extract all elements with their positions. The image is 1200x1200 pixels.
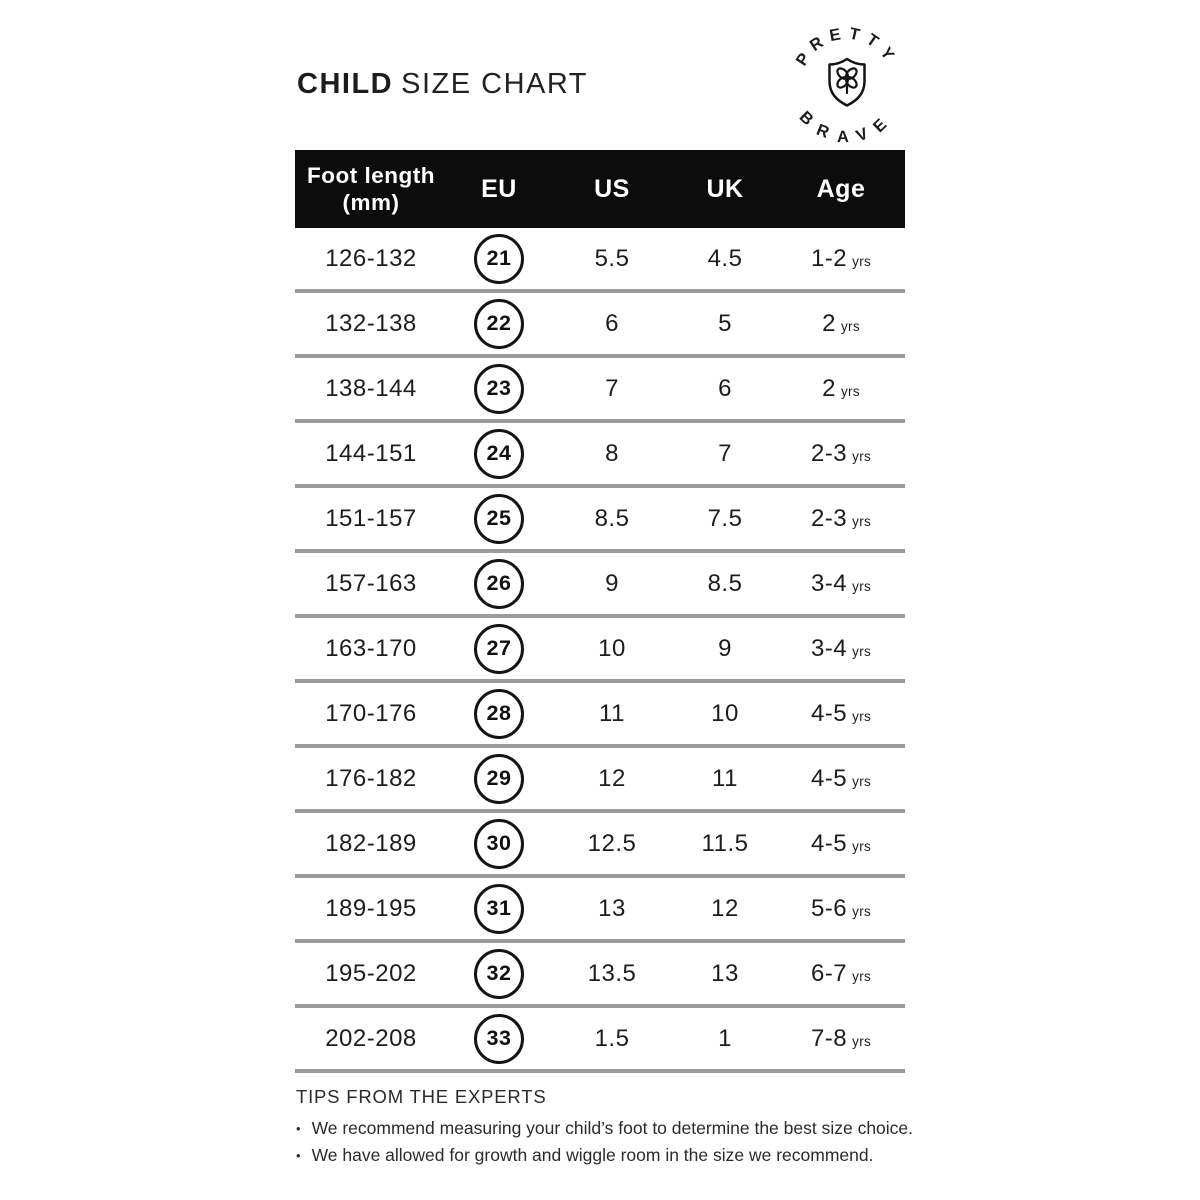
cell-age [777, 245, 905, 273]
eu-size-value: 31 [486, 896, 512, 920]
age-unit: yrs [852, 513, 872, 529]
cell-foot-length: 138-144 [325, 374, 417, 402]
cell-us: 5.5 [594, 244, 630, 272]
age-unit: yrs [852, 578, 872, 594]
page-title-bold: CHILD [297, 68, 394, 100]
cell-uk: 10 [711, 699, 739, 727]
brand-logo-svg [781, 18, 913, 150]
table-row [295, 683, 905, 748]
header-cell-foot-length [295, 162, 447, 217]
age-unit: yrs [852, 968, 872, 984]
age-value: 2-3 [810, 504, 848, 532]
cell-age [777, 830, 905, 858]
age-value: 2 [822, 374, 836, 402]
table-row [295, 813, 905, 878]
age-unit: yrs [852, 773, 872, 789]
cell-us: 8 [605, 439, 619, 467]
tip-item [296, 1142, 926, 1169]
cell-uk: 6 [718, 374, 732, 402]
table-row [295, 423, 905, 488]
cell-uk: 4.5 [707, 244, 743, 272]
age-value: 4-5 [810, 764, 848, 792]
cell-uk: 7.5 [707, 504, 743, 532]
eu-size-badge [474, 819, 524, 869]
cell-us: 11 [599, 699, 625, 727]
eu-size-badge [474, 494, 524, 544]
cell-foot-length: 126-132 [325, 244, 417, 272]
cell-foot-length: 132-138 [325, 309, 417, 337]
eu-size-badge [474, 1014, 524, 1064]
eu-size-badge [474, 624, 524, 674]
cell-foot-length: 163-170 [325, 634, 417, 662]
age-value: 3-4 [810, 569, 848, 597]
cell-uk: 11 [712, 764, 738, 792]
table-row [295, 358, 905, 423]
age-value: 2-3 [810, 439, 848, 467]
tip-text: We have allowed for growth and wiggle room in the size we recommend. [311, 1145, 874, 1165]
cell-age [777, 700, 905, 728]
cell-age [777, 310, 905, 338]
age-value: 3-4 [810, 634, 848, 662]
table-row [295, 1008, 905, 1073]
table-row [295, 618, 905, 683]
cell-age [777, 505, 905, 533]
cell-eu [447, 819, 551, 869]
eu-size-value: 22 [486, 311, 512, 335]
logo-arc-top-text: PRETTY [792, 24, 902, 70]
cell-foot-length: 170-176 [325, 699, 417, 727]
cell-foot-length: 157-163 [325, 569, 417, 597]
age-unit: yrs [840, 383, 860, 399]
age-value: 2 [822, 309, 836, 337]
header-cell-age: Age [816, 174, 866, 203]
age-unit: yrs [852, 448, 872, 464]
cell-eu [447, 689, 551, 739]
cell-age [777, 1025, 905, 1053]
table-row [295, 488, 905, 553]
bullet-icon: • [296, 1121, 301, 1136]
cell-us: 1.5 [594, 1024, 630, 1052]
cell-eu [447, 754, 551, 804]
cell-foot-length: 195-202 [325, 959, 417, 987]
age-unit: yrs [852, 838, 872, 854]
age-unit: yrs [852, 253, 872, 269]
cell-us: 7 [605, 374, 619, 402]
header-cell-us: US [594, 174, 630, 203]
cell-eu [447, 884, 551, 934]
cell-us: 12.5 [587, 829, 637, 857]
eu-size-value: 33 [486, 1026, 512, 1050]
cell-foot-length: 182-189 [325, 829, 417, 857]
eu-size-value: 29 [486, 766, 512, 790]
age-value: 4-5 [810, 699, 848, 727]
cell-uk: 9 [718, 634, 732, 662]
cell-eu [447, 429, 551, 479]
age-unit: yrs [840, 318, 860, 334]
cell-eu [447, 1014, 551, 1064]
svg-text:PRETTY [793, 24, 902, 69]
cell-eu [447, 364, 551, 414]
eu-size-value: 25 [486, 506, 512, 530]
cell-eu [447, 234, 551, 284]
table-row [295, 878, 905, 943]
cell-foot-length: 144-151 [325, 439, 417, 467]
cell-foot-length: 202-208 [325, 1024, 417, 1052]
cell-foot-length: 151-157 [325, 504, 417, 532]
cell-eu [447, 299, 551, 349]
age-unit: yrs [852, 643, 872, 659]
table-row [295, 748, 905, 813]
table-row [295, 293, 905, 358]
age-value: 1-2 [810, 244, 848, 272]
eu-size-badge [474, 949, 524, 999]
eu-size-badge [474, 559, 524, 609]
table-row [295, 228, 905, 293]
cell-uk: 5 [718, 309, 732, 337]
age-value: 7-8 [810, 1024, 848, 1052]
age-value: 5-6 [810, 894, 848, 922]
eu-size-value: 21 [486, 246, 512, 270]
eu-size-badge [474, 689, 524, 739]
age-unit: yrs [852, 903, 872, 919]
eu-size-value: 23 [486, 376, 512, 400]
eu-size-value: 32 [486, 961, 512, 985]
cell-uk: 12 [711, 894, 739, 922]
cell-eu [447, 494, 551, 544]
cell-age [777, 635, 905, 663]
cell-eu [447, 949, 551, 999]
cell-foot-length: 189-195 [325, 894, 417, 922]
cell-age [777, 895, 905, 923]
eu-size-value: 24 [486, 441, 512, 465]
cell-us: 8.5 [594, 504, 630, 532]
shield-clover-icon [830, 59, 865, 106]
cell-us: 9 [605, 569, 619, 597]
cell-foot-length: 176-182 [325, 764, 417, 792]
eu-size-value: 26 [486, 571, 512, 595]
cell-us: 13 [598, 894, 626, 922]
cell-uk: 11.5 [701, 829, 749, 857]
cell-age [777, 375, 905, 403]
table-row [295, 943, 905, 1008]
eu-size-badge [474, 364, 524, 414]
age-unit: yrs [852, 708, 872, 724]
cell-uk: 13 [711, 959, 739, 987]
cell-age [777, 570, 905, 598]
cell-age [777, 960, 905, 988]
svg-text:BRAVE [796, 108, 898, 146]
eu-size-badge [474, 299, 524, 349]
header-cell-eu: EU [481, 174, 517, 203]
eu-size-value: 28 [486, 701, 512, 725]
cell-us: 13.5 [587, 959, 637, 987]
logo-arc-bottom-text: BRAVE [795, 107, 899, 147]
age-value: 6-7 [810, 959, 848, 987]
eu-size-badge [474, 234, 524, 284]
cell-age [777, 440, 905, 468]
tips-heading: TIPS FROM THE EXPERTS [296, 1086, 547, 1107]
eu-size-value: 27 [486, 636, 512, 660]
header-foot-length-unit: (mm) [342, 190, 400, 215]
cell-uk: 7 [718, 439, 732, 467]
tip-item [296, 1115, 926, 1142]
cell-uk: 8.5 [707, 569, 743, 597]
size-table [295, 150, 905, 1073]
eu-size-badge [474, 754, 524, 804]
cell-age [777, 765, 905, 793]
eu-size-badge [474, 884, 524, 934]
tips-section [296, 1086, 926, 1169]
bullet-icon: • [296, 1148, 301, 1163]
page-title-regular: SIZE CHART [401, 68, 588, 100]
cell-us: 10 [598, 634, 626, 662]
tip-text: We recommend measuring your child’s foot to determine the best size choice. [311, 1118, 914, 1138]
age-unit: yrs [852, 1033, 872, 1049]
eu-size-badge [474, 429, 524, 479]
table-header [295, 150, 905, 228]
cell-eu [447, 559, 551, 609]
cell-eu [447, 624, 551, 674]
brand-logo [781, 18, 913, 150]
header-foot-length-label: Foot length [307, 162, 435, 188]
page-title [297, 68, 588, 101]
table-row [295, 553, 905, 618]
cell-uk: 1 [718, 1024, 732, 1052]
header-cell-uk: UK [706, 174, 744, 203]
cell-us: 6 [605, 309, 619, 337]
eu-size-value: 30 [486, 831, 512, 855]
age-value: 4-5 [810, 829, 848, 857]
cell-us: 12 [598, 764, 626, 792]
